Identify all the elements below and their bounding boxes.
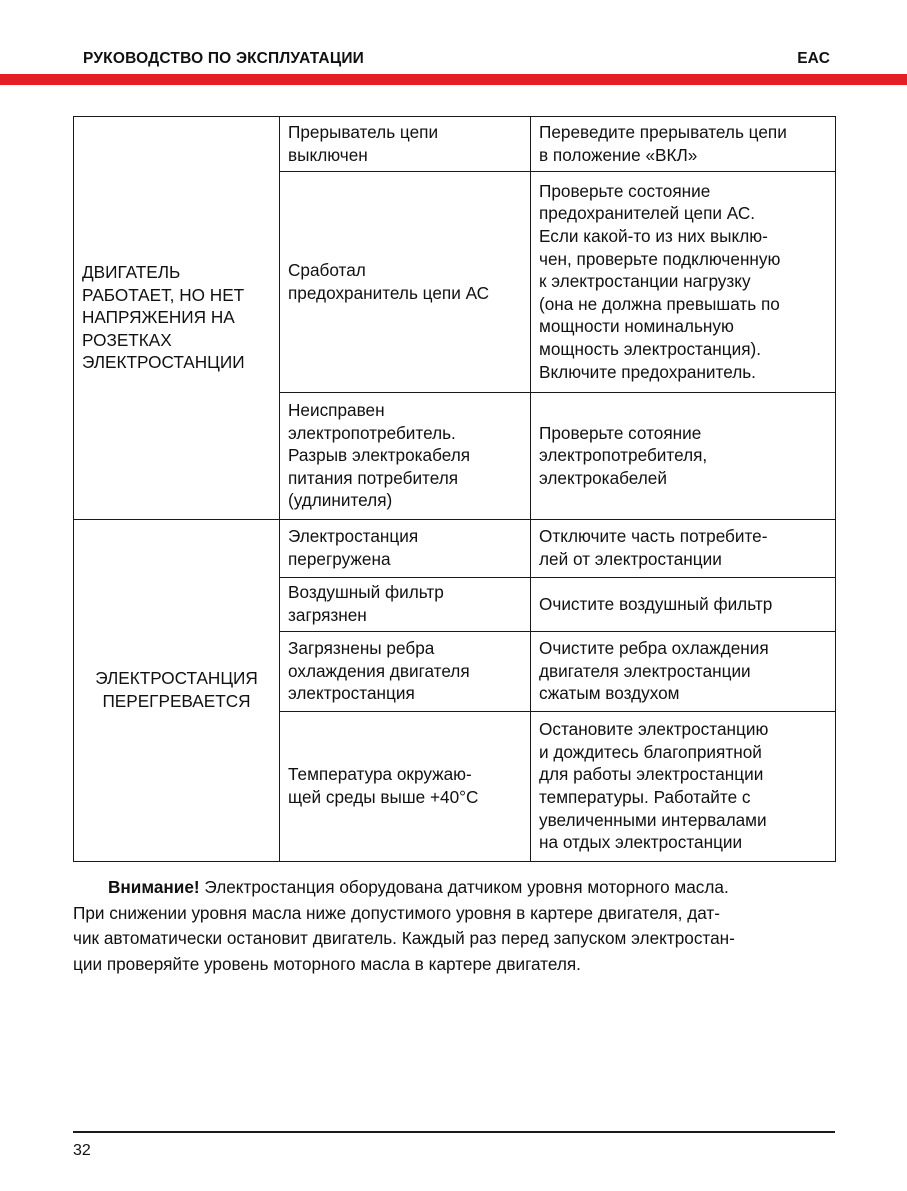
note-line: При снижении уровня масла ниже допустимого уровня в картере двигателя, дат-	[73, 902, 721, 923]
note-line: ции проверяйте уровень моторного масла в картере двигателя.	[73, 953, 581, 974]
remedy-cell: Переведите прерыватель цепи в положение «ВКЛ»	[531, 117, 836, 172]
cause-cell: Загрязнены ребра охлаждения двигателя электростанция	[280, 632, 531, 712]
header-title: РУКОВОДСТВО ПО ЭКСПЛУАТАЦИИ	[83, 50, 365, 67]
note-label: Внимание!	[108, 877, 200, 897]
remedy-cell: Остановите электростанцию и дождитесь благоприятной для работы электростанции температуры. Работайте с увеличенными интервалами на отдых электростанции	[531, 712, 836, 862]
cause-cell: Температура окружаю- щей среды выше +40°С	[280, 712, 531, 862]
remedy-cell: Очистите ребра охлаждения двигателя электростанции сжатым воздухом	[531, 632, 836, 712]
cause-cell: Воздушный фильтр загрязнен	[280, 578, 531, 632]
symptom-cell: ЭЛЕКТРОСТАНЦИЯ ПЕРЕГРЕВАЕТСЯ	[74, 520, 280, 862]
cause-cell: Прерыватель цепи выключен	[280, 117, 531, 172]
remedy-cell: Отключите часть потребите- лей от электростанции	[531, 520, 836, 578]
cause-cell: Электростанция перегружена	[280, 520, 531, 578]
table-row	[74, 117, 836, 172]
cause-cell: Неисправен электропотребитель. Разрыв электрокабеля питания потребителя (удлинителя)	[280, 393, 531, 520]
header-accent-bar	[0, 74, 907, 85]
note-line: чик автоматически остановит двигатель. Каждый раз перед запуском электростан-	[73, 928, 735, 948]
remedy-cell: Проверьте состояние предохранителей цепи АС. Если какой-то из них выклю- чен, проверьте подключенную к электростанции нагрузку (она не должна превышать по мощности номинальную мощность электростанция). Включите предохранитель.	[531, 172, 836, 393]
remedy-cell: Очистите воздушный фильтр	[531, 578, 836, 632]
remedy-cell: Проверьте сотояние электропотребителя, электрокабелей	[531, 393, 836, 520]
note-line: Электростанция оборудована датчиком уровня моторного масла.	[204, 877, 729, 897]
eac-mark: EAC	[797, 50, 830, 67]
footer-rule	[73, 1131, 835, 1133]
cause-cell: Сработал предохранитель цепи АС	[280, 172, 531, 393]
troubleshooting-table	[73, 116, 836, 862]
attention-note	[73, 875, 835, 977]
table-row	[74, 520, 836, 578]
page-number: 32	[73, 1142, 91, 1159]
symptom-cell: ДВИГАТЕЛЬ РАБОТАЕТ, НО НЕТ НАПРЯЖЕНИЯ НА РОЗЕТКАХ ЭЛЕКТРОСТАНЦИИ	[74, 117, 280, 520]
